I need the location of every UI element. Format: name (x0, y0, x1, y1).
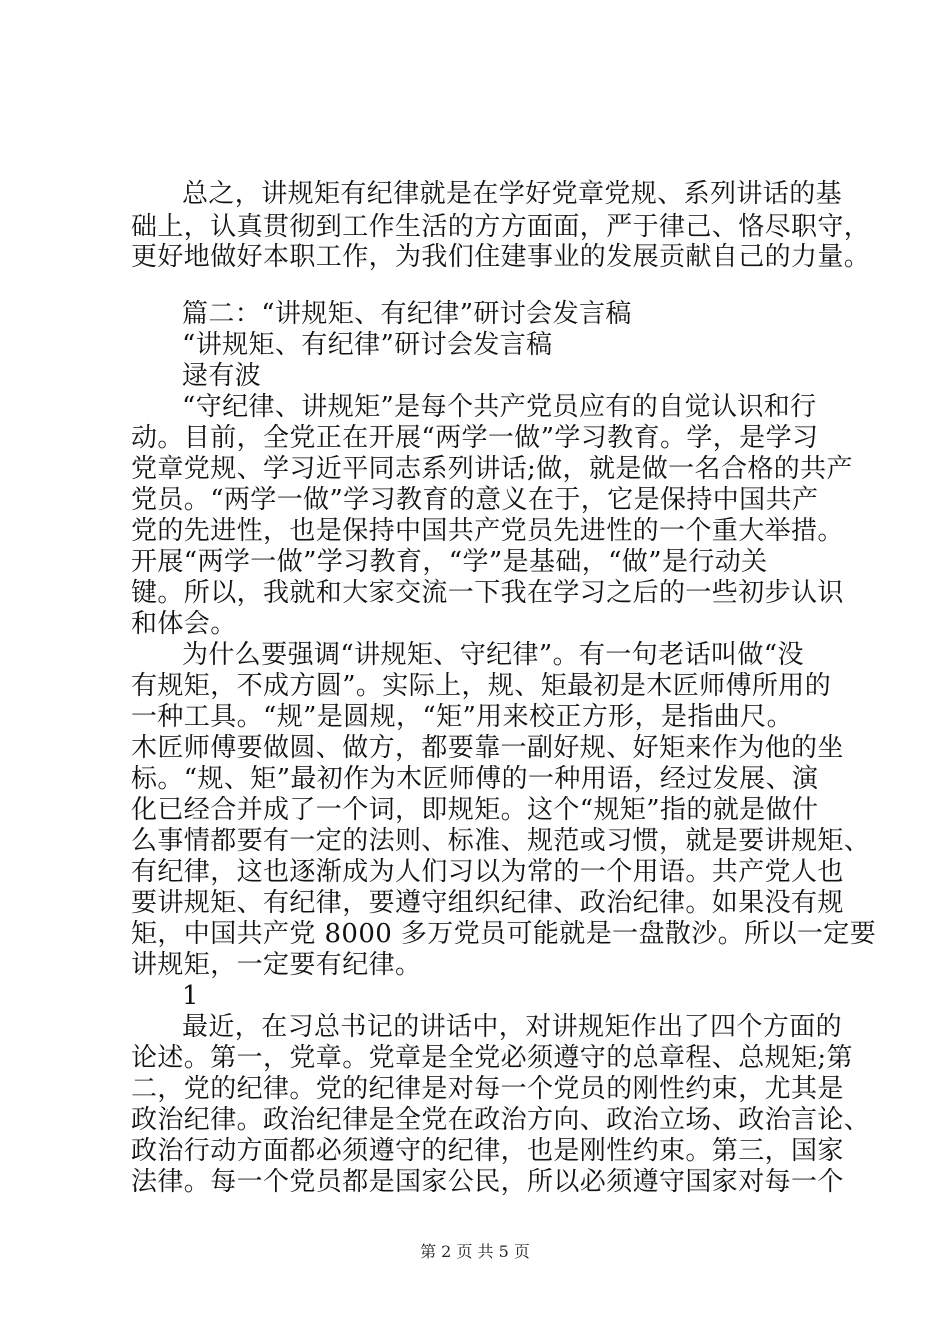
paragraph-line: 么事情都要有一定的法则、标准、规范或习惯，就是要讲规矩、 (131, 826, 871, 856)
paragraph-line: 讲规矩，一定要有纪律。 (131, 950, 422, 980)
paragraph-line: 动。目前，全党正在开展“两学一做”学习教育。学，是学习 (131, 423, 819, 453)
paragraph-line: 论述。第一，党章。党章是全党必须遵守的总章程、总规矩;第 (131, 1043, 853, 1073)
section-title: 篇二：“讲规矩、有纪律”研讨会发言稿 (182, 299, 632, 329)
paragraph-line: 党的先进性，也是保持中国共产党员先进性的一个重大举措。 (131, 516, 844, 546)
paragraph-line: 更好地做好本职工作，为我们住建事业的发展贡献自己的力量。 (131, 242, 871, 272)
paragraph-line: 二，党的纪律。党的纪律是对每一个党员的刚性约束，尤其是 (131, 1074, 844, 1104)
paragraph-line: 党员。“两学一做”学习教育的意义在于，它是保持中国共产 (131, 485, 819, 515)
paragraph-line: 开展“两学一做”学习教育，“学”是基础，“做”是行动关 (131, 547, 768, 577)
speech-title: “讲规矩、有纪律”研讨会发言稿 (182, 330, 553, 360)
paragraph-line: “守纪律、讲规矩”是每个共产党员应有的自觉认识和行 (182, 392, 817, 422)
paragraph-line: 一种工具。“规”是圆规，“矩”用来校正方形，是指曲尺。 (131, 702, 793, 732)
paragraph-line: 础上，认真贯彻到工作生活的方方面面，严于律己、恪尽职守， (131, 212, 871, 242)
paragraph-line: 要讲规矩、有纪律，要遵守组织纪律、政治纪律。如果没有规 (131, 888, 844, 918)
author-name: 逯有波 (182, 361, 262, 391)
paragraph-line: 和体会。 (131, 609, 237, 639)
paragraph-line: 有纪律，这也逐渐成为人们习以为常的一个用语。共产党人也 (131, 857, 844, 887)
paragraph-line: 键。所以，我就和大家交流一下我在学习之后的一些初步认识 (131, 578, 844, 608)
paragraph-line: 政治纪律。政治纪律是全党在政治方向、政治立场、政治言论、 (131, 1105, 871, 1135)
paragraph-line: 化已经合并成了一个词，即规矩。这个“规矩”指的就是做什 (131, 795, 819, 825)
paragraph-line: 政治行动方面都必须遵守的纪律，也是刚性约束。第三，国家 (131, 1136, 844, 1166)
paragraph-line: 总之，讲规矩有纪律就是在学好党章党规、系列讲话的基 (182, 179, 843, 209)
paragraph-line: 法律。每一个党员都是国家公民，所以必须遵守国家对每一个 (131, 1167, 844, 1197)
paragraph-line: 有规矩，不成方圆”。实际上，规、矩最初是木匠师傅所用的 (131, 671, 832, 701)
paragraph-line: 木匠师傅要做圆、做方，都要靠一副好规、好矩来作为他的坐 (131, 733, 844, 763)
paragraph-line: 标。“规、矩”最初作为木匠师傅的一种用语，经过发展、演 (131, 764, 819, 794)
inline-page-number: 1 (182, 981, 199, 1011)
paragraph-line: 最近，在习总书记的讲话中，对讲规矩作出了四个方面的 (182, 1012, 843, 1042)
paragraph-line: 党章党规、学习近平同志系列讲话;做，就是做一名合格的共产 (131, 454, 853, 484)
paragraph-line: 为什么要强调“讲规矩、守纪律”。有一句老话叫做“没 (182, 640, 804, 670)
paragraph-line: 矩，中国共产党 8000 多万党员可能就是一盘散沙。所以一定要 (131, 919, 877, 949)
page-footer: 第 2 页 共 5 页 (420, 1242, 530, 1261)
